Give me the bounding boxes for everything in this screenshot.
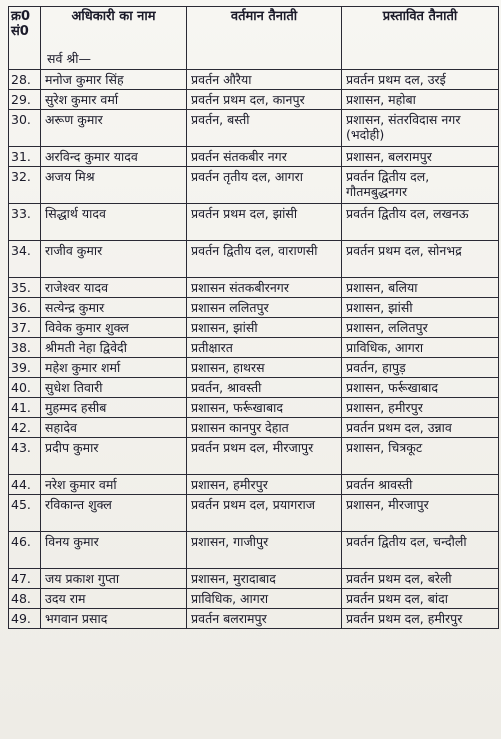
table-body xyxy=(9,70,499,629)
table-row xyxy=(9,589,499,609)
table-row xyxy=(9,147,499,167)
proposed-posting: प्रशासन, मीरजापुर xyxy=(342,495,499,532)
officer-name: विनय कुमार xyxy=(41,532,187,569)
proposed-posting: प्रवर्तन, हापुड़ xyxy=(342,358,499,378)
proposed-posting: प्रशासन, बलरामपुर xyxy=(342,147,499,167)
proposed-posting: प्रवर्तन द्वितीय दल, गौतमबुद्धनगर xyxy=(342,167,499,204)
officer-name: राजीव कुमार xyxy=(41,241,187,278)
header-current-posting: वर्तमान तैनाती xyxy=(187,7,342,70)
table-row xyxy=(9,418,499,438)
officer-name: श्रीमती नेहा द्विवेदी xyxy=(41,338,187,358)
proposed-posting: प्रवर्तन प्रथम दल, सोनभद्र xyxy=(342,241,499,278)
serial-number: 33. xyxy=(9,204,41,241)
serial-number: 41. xyxy=(9,398,41,418)
table-row xyxy=(9,569,499,589)
serial-number: 47. xyxy=(9,569,41,589)
serial-number: 40. xyxy=(9,378,41,398)
header-officer-name xyxy=(41,7,187,70)
table-row xyxy=(9,532,499,569)
table-row xyxy=(9,338,499,358)
officer-name: प्रदीप कुमार xyxy=(41,438,187,475)
serial-number: 42. xyxy=(9,418,41,438)
proposed-posting: प्रशासन, महोबा xyxy=(342,90,499,110)
current-posting: प्रवर्तन प्रथम दल, झांसी xyxy=(187,204,342,241)
table-row xyxy=(9,609,499,629)
officer-name: अरूण कुमार xyxy=(41,110,187,147)
proposed-posting: प्रशासन, बलिया xyxy=(342,278,499,298)
header-serial-line1: क्र0 xyxy=(11,9,31,24)
current-posting: प्रवर्तन संतकबीर नगर xyxy=(187,147,342,167)
proposed-posting: प्रवर्तन द्वितीय दल, लखनऊ xyxy=(342,204,499,241)
current-posting: प्रशासन कानपुर देहात xyxy=(187,418,342,438)
serial-number: 31. xyxy=(9,147,41,167)
serial-number: 45. xyxy=(9,495,41,532)
table-row xyxy=(9,438,499,475)
proposed-posting: प्रवर्तन प्रथम दल, उन्नाव xyxy=(342,418,499,438)
current-posting: प्रवर्तन प्रथम दल, मीरजापुर xyxy=(187,438,342,475)
serial-number: 49. xyxy=(9,609,41,629)
serial-number: 38. xyxy=(9,338,41,358)
table-row xyxy=(9,298,499,318)
current-posting: प्रशासन, हाथरस xyxy=(187,358,342,378)
officer-name: जय प्रकाश गुप्ता xyxy=(41,569,187,589)
current-posting: प्रशासन, मुरादाबाद xyxy=(187,569,342,589)
officer-name: भगवान प्रसाद xyxy=(41,609,187,629)
proposed-posting: प्रवर्तन प्रथम दल, बरेली xyxy=(342,569,499,589)
officer-name: राजेश्वर यादव xyxy=(41,278,187,298)
serial-number: 43. xyxy=(9,438,41,475)
proposed-posting: प्रशासन, संतरविदास नगर (भदोही) xyxy=(342,110,499,147)
current-posting: प्रवर्तन प्रथम दल, प्रयागराज xyxy=(187,495,342,532)
current-posting: प्रवर्तन तृतीय दल, आगरा xyxy=(187,167,342,204)
current-posting: प्रशासन, झांसी xyxy=(187,318,342,338)
proposed-posting: प्रशासन, फर्रूखाबाद xyxy=(342,378,499,398)
officer-name: सिद्धार्थ यादव xyxy=(41,204,187,241)
header-officer-name-label: अधिकारी का नाम xyxy=(71,9,156,24)
current-posting: प्रतीक्षारत xyxy=(187,338,342,358)
current-posting: प्रवर्तन बलरामपुर xyxy=(187,609,342,629)
serial-number: 36. xyxy=(9,298,41,318)
serial-number: 44. xyxy=(9,475,41,495)
current-posting: प्रवर्तन द्वितीय दल, वाराणसी xyxy=(187,241,342,278)
table-row xyxy=(9,495,499,532)
header-serial-line2: सं0 xyxy=(11,24,29,39)
table-row xyxy=(9,358,499,378)
serial-number: 30. xyxy=(9,110,41,147)
table-header-row xyxy=(9,7,499,70)
header-serial-number xyxy=(9,7,41,70)
proposed-posting: प्रशासन, चित्रकूट xyxy=(342,438,499,475)
serial-number: 46. xyxy=(9,532,41,569)
transfer-table xyxy=(8,6,499,629)
current-posting: प्रशासन, हमीरपुर xyxy=(187,475,342,495)
table-row xyxy=(9,167,499,204)
table-row xyxy=(9,70,499,90)
table-row xyxy=(9,475,499,495)
proposed-posting: प्रवर्तन श्रावस्ती xyxy=(342,475,499,495)
current-posting: प्रवर्तन, बस्ती xyxy=(187,110,342,147)
officer-name: मुहम्मद हसीब xyxy=(41,398,187,418)
officer-name: नरेश कुमार वर्मा xyxy=(41,475,187,495)
serial-number: 29. xyxy=(9,90,41,110)
table-row xyxy=(9,204,499,241)
serial-number: 28. xyxy=(9,70,41,90)
officer-name: विवेक कुमार शुक्ल xyxy=(41,318,187,338)
proposed-posting: प्रवर्तन द्वितीय दल, चन्दौली xyxy=(342,532,499,569)
table-row xyxy=(9,318,499,338)
officer-name: रविकान्त शुक्ल xyxy=(41,495,187,532)
current-posting: प्रशासन संतकबीरनगर xyxy=(187,278,342,298)
current-posting: प्रवर्तन प्रथम दल, कानपुर xyxy=(187,90,342,110)
officer-name: सहादेव xyxy=(41,418,187,438)
serial-number: 37. xyxy=(9,318,41,338)
serial-number: 35. xyxy=(9,278,41,298)
officer-name: अजय मिश्र xyxy=(41,167,187,204)
proposed-posting: प्रशासन, झांसी xyxy=(342,298,499,318)
table-row xyxy=(9,90,499,110)
serial-number: 34. xyxy=(9,241,41,278)
current-posting: प्रशासन, गाजीपुर xyxy=(187,532,342,569)
table-row xyxy=(9,378,499,398)
header-proposed-posting: प्रस्तावित तैनाती xyxy=(342,7,499,70)
current-posting: प्राविधिक, आगरा xyxy=(187,589,342,609)
officer-name: मनोज कुमार सिंह xyxy=(41,70,187,90)
proposed-posting: प्रवर्तन प्रथम दल, हमीरपुर xyxy=(342,609,499,629)
table-row xyxy=(9,278,499,298)
table-row xyxy=(9,110,499,147)
proposed-posting: प्राविधिक, आगरा xyxy=(342,338,499,358)
officer-name: सुधेश तिवारी xyxy=(41,378,187,398)
officer-name: अरविन्द कुमार यादव xyxy=(41,147,187,167)
header-sarva-shri: सर्व श्री— xyxy=(47,51,91,66)
officer-name: सत्येन्द्र कुमार xyxy=(41,298,187,318)
officer-name: उदय राम xyxy=(41,589,187,609)
proposed-posting: प्रशासन, हमीरपुर xyxy=(342,398,499,418)
proposed-posting: प्रवर्तन प्रथम दल, उरई xyxy=(342,70,499,90)
current-posting: प्रवर्तन औरैया xyxy=(187,70,342,90)
serial-number: 39. xyxy=(9,358,41,378)
current-posting: प्रशासन ललितपुर xyxy=(187,298,342,318)
officer-name: महेश कुमार शर्मा xyxy=(41,358,187,378)
officer-name: सुरेश कुमार वर्मा xyxy=(41,90,187,110)
serial-number: 48. xyxy=(9,589,41,609)
current-posting: प्रवर्तन, श्रावस्ती xyxy=(187,378,342,398)
serial-number: 32. xyxy=(9,167,41,204)
proposed-posting: प्रशासन, ललितपुर xyxy=(342,318,499,338)
proposed-posting: प्रवर्तन प्रथम दल, बांदा xyxy=(342,589,499,609)
current-posting: प्रशासन, फर्रूखाबाद xyxy=(187,398,342,418)
table-row xyxy=(9,241,499,278)
table-row xyxy=(9,398,499,418)
